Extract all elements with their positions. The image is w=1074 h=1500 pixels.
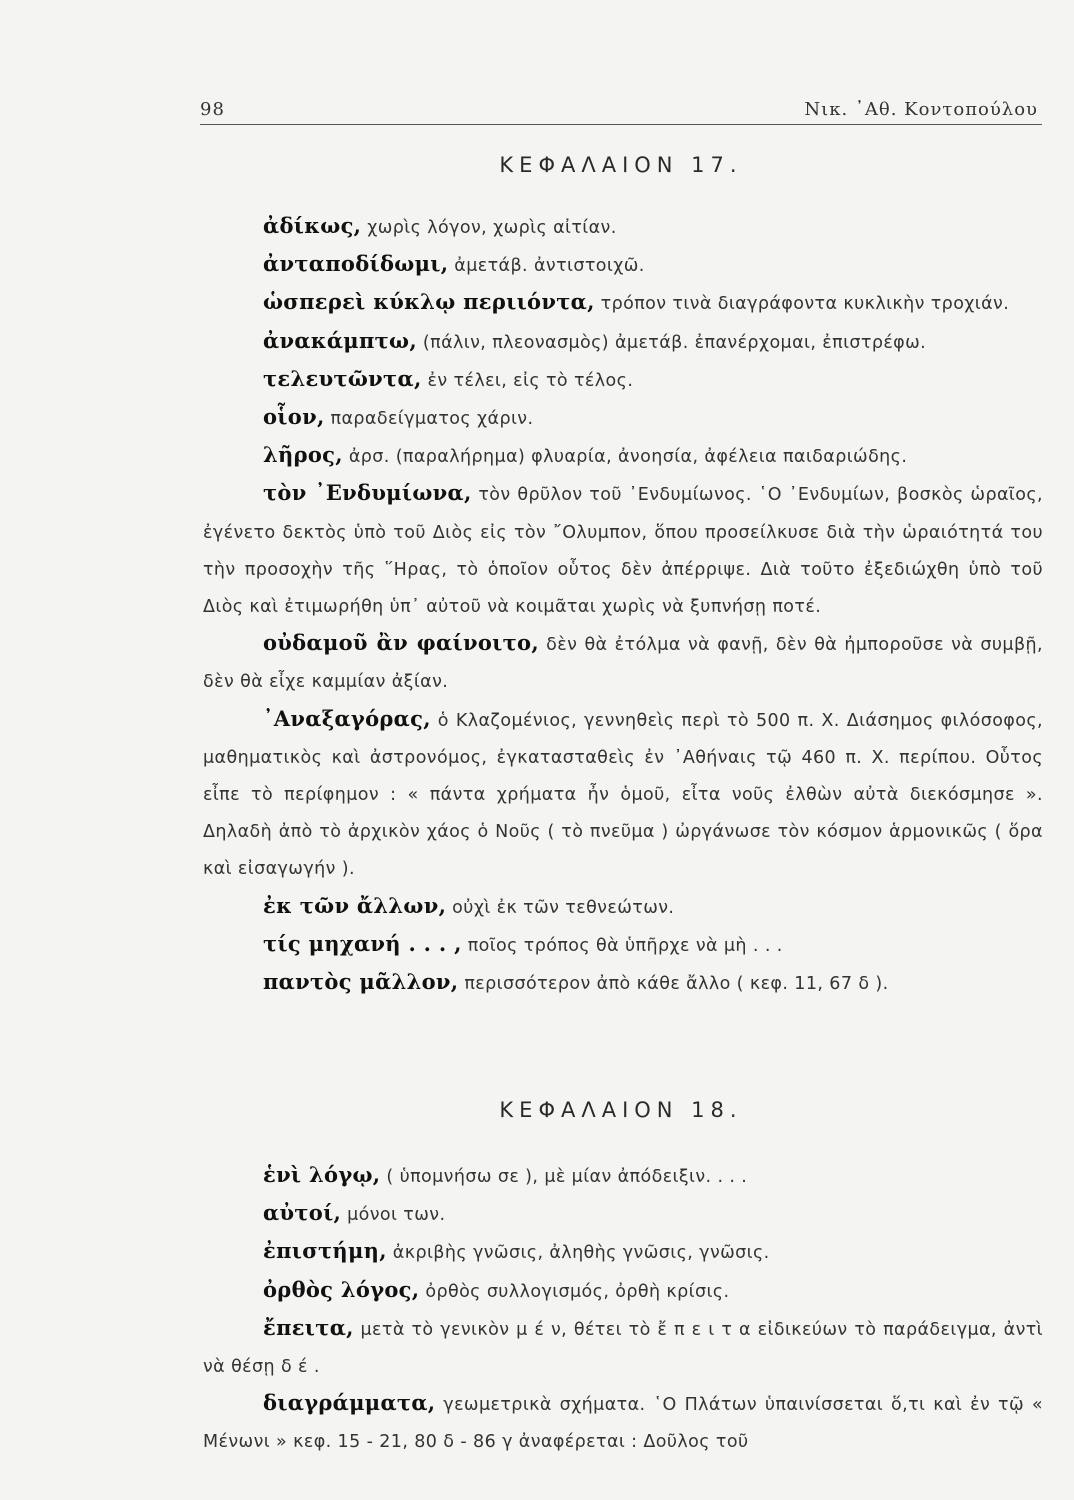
chapter-18-glossary: [203, 1157, 1043, 1461]
entry-lemma: ὡσπερεὶ κύκλῳ περιιόντα,: [263, 289, 595, 315]
glossary-entry: [203, 284, 1043, 322]
entry-lemma: ᾿Αναξαγόρας,: [263, 705, 431, 731]
entry-gloss: περισσότερον ἀπὸ κάθε ἄλλο ( κεφ. 11, 67 δ ).: [458, 974, 889, 995]
entry-gloss: ἀκριβὴς γνῶσις, ἀληθὴς γνῶσις, γνῶσις.: [386, 1243, 770, 1264]
entry-gloss: τὸν θρῦλον τοῦ ᾿Ενδυμίωνος. ῾Ο ᾿Ενδυμίων, βοσκὸς ὡραῖος, ἐγένετο δεκτὸς ὑπὸ τοῦ Διὸς εἰς τὸν ῎Ολυμπον, ὅπου προσείλκυσε διὰ τὴν ὡραιότητά του τὴν προσοχὴν τῆς ῞Ηρας, τὸ ὁποῖον οὗτος δὲν ἀπέρριψε. Διὰ τοῦτο ἐξεδιώχθη ὑπὸ τοῦ Διὸς καὶ ἐτιμωρήθη ὑπ᾿ αὐτοῦ νὰ κοιμᾶται χωρὶς νὰ ξυπνήσῃ ποτέ.: [203, 485, 1043, 618]
glossary-entry: [203, 625, 1043, 700]
entry-gloss: χωρὶς λόγον, χωρὶς αἰτίαν.: [361, 218, 617, 238]
running-head-author: Νικ. ᾿Αθ. Κοντοπούλου: [804, 99, 1038, 120]
glossary-entry: [203, 437, 1043, 475]
glossary-entry: [203, 475, 1043, 625]
glossary-entry: [203, 1310, 1043, 1385]
entry-lemma: αὐτοί,: [263, 1200, 342, 1226]
entry-gloss: ἀμετάβ. ἀντιστοιχῶ.: [448, 256, 645, 277]
glossary-entry: [203, 701, 1043, 888]
glossary-entry: [203, 361, 1043, 399]
glossary-entry: [203, 1233, 1043, 1271]
glossary-entry: [203, 1272, 1043, 1310]
entry-lemma: ὀρθὸς λόγος,: [263, 1276, 420, 1302]
entry-gloss: παραδείγματος χάριν.: [324, 409, 534, 430]
entry-lemma: οὐδαμοῦ ἂν φαίνοιτο,: [263, 630, 539, 656]
glossary-entry: [203, 926, 1043, 964]
entry-lemma: ἀνταποδίδωμι,: [263, 251, 449, 277]
entry-gloss: (πάλιν, πλεονασμὸς) ἀμετάβ. ἐπανέρχομαι, ἐπιστρέφω.: [416, 332, 927, 353]
chapter-heading: ΚΕΦΑΛΑΙΟΝ 17.: [499, 153, 743, 177]
glossary-entry: [203, 1157, 1043, 1195]
entry-gloss: τρόπον τινὰ διαγράφοντα κυκλικὴν τροχιάν.: [594, 294, 1010, 315]
entry-lemma: ἀνακάμπτω,: [263, 327, 417, 353]
entry-lemma: ἐκ τῶν ἄλλων,: [263, 892, 447, 918]
entry-lemma: ἀδίκως,: [263, 213, 362, 238]
entry-gloss: οὐχὶ ἐκ τῶν τεθνεώτων.: [446, 897, 675, 918]
running-header: [200, 92, 1042, 125]
entry-lemma: τὸν ᾿Ενδυμίωνα,: [263, 480, 472, 506]
entry-lemma: λῆρος,: [263, 442, 343, 468]
page-number: 98: [200, 99, 225, 120]
chapter-17-glossary: [203, 208, 1043, 1002]
entry-gloss: ἐν τέλει, εἰς τὸ τέλος.: [421, 370, 634, 391]
glossary-entry: [203, 208, 1043, 246]
entry-gloss: μόνοι των.: [341, 1205, 446, 1226]
entry-gloss: ὁ Κλαζομένιος, γεννηθεὶς περὶ τὸ 500 π. Χ. Διάσημος φιλόσοφος, μαθηματικὸς καὶ ἀστρονόμος, ἐγκατασταθεὶς ἐν ᾿Αθήναις τῷ 460 π. Χ. περίπου. Οὗτος εἶπε τὸ περίφημον : « πάντα χρήματα ἦν ὁμοῦ, εἶτα νοῦς ἐλθὼν αὐτὰ διεκόσμησε ». Δηλαδὴ ἀπὸ τὸ ἀρχικὸν χάος ὁ Νοῦς ( τὸ πνεῦμα ) ὠργάνωσε τὸν κόσμον ἁρμονικῶς ( ὅρα καὶ εἰσαγωγήν ).: [203, 710, 1043, 880]
glossary-entry: [203, 246, 1043, 284]
glossary-entry: [203, 323, 1043, 361]
glossary-entry: [203, 399, 1043, 437]
entry-lemma: διαγράμματα,: [263, 1390, 436, 1416]
glossary-entry: [203, 888, 1043, 926]
entry-gloss: ( ὑπομνήσω σε ), μὲ μίαν ἀπόδειξιν. . . .: [380, 1167, 748, 1187]
entry-gloss: ἀρσ. (παραλήρημα) φλυαρία, ἀνοησία, ἀφέλεια παιδαριώδης.: [342, 447, 908, 468]
entry-lemma: τελευτῶντα,: [263, 365, 422, 391]
chapter-heading: ΚΕΦΑΛΑΙΟΝ 18.: [499, 1098, 743, 1122]
entry-gloss: γεωμετρικὰ σχήματα. ῾Ο Πλάτων ὑπαινίσσεται ὅ,τι καὶ ἐν τῷ « Μένωνι » κεφ. 15 - 21, 80 δ - 86 γ ἀναφέρεται : Δοῦλος τοῦ: [203, 1395, 1043, 1453]
entry-lemma: ἔπειτα,: [263, 1314, 354, 1340]
entry-lemma: ἐπιστήμη,: [263, 1238, 387, 1264]
entry-gloss: ὀρθὸς συλλογισμός, ὀρθὴ κρίσις.: [419, 1281, 730, 1302]
entry-lemma: ἑνὶ λόγῳ,: [263, 1162, 381, 1187]
entry-gloss: ποῖος τρόπος θὰ ὑπῆρχε νὰ μὴ . . .: [461, 935, 783, 956]
glossary-entry: [203, 1195, 1043, 1233]
entry-lemma: παντὸς μᾶλλον,: [263, 969, 459, 995]
glossary-entry: [203, 964, 1043, 1002]
entry-gloss: δὲν θὰ ἐτόλμα νὰ φανῇ, δὲν θὰ ἠμποροῦσε νὰ συμβῇ, δὲν θὰ εἶχε καμμίαν ἀξίαν.: [203, 635, 1043, 693]
entry-gloss: μετὰ τὸ γενικὸν μ έ ν, θέτει τὸ ἔ π ε ι τ α εἰδικεύων τὸ παράδειγμα, ἀντὶ νὰ θέσῃ δ έ .: [203, 1319, 1043, 1378]
entry-lemma: οἷον,: [263, 404, 325, 430]
entry-lemma: τίς μηχανή . . . ,: [263, 930, 462, 956]
glossary-entry: [203, 1385, 1043, 1460]
